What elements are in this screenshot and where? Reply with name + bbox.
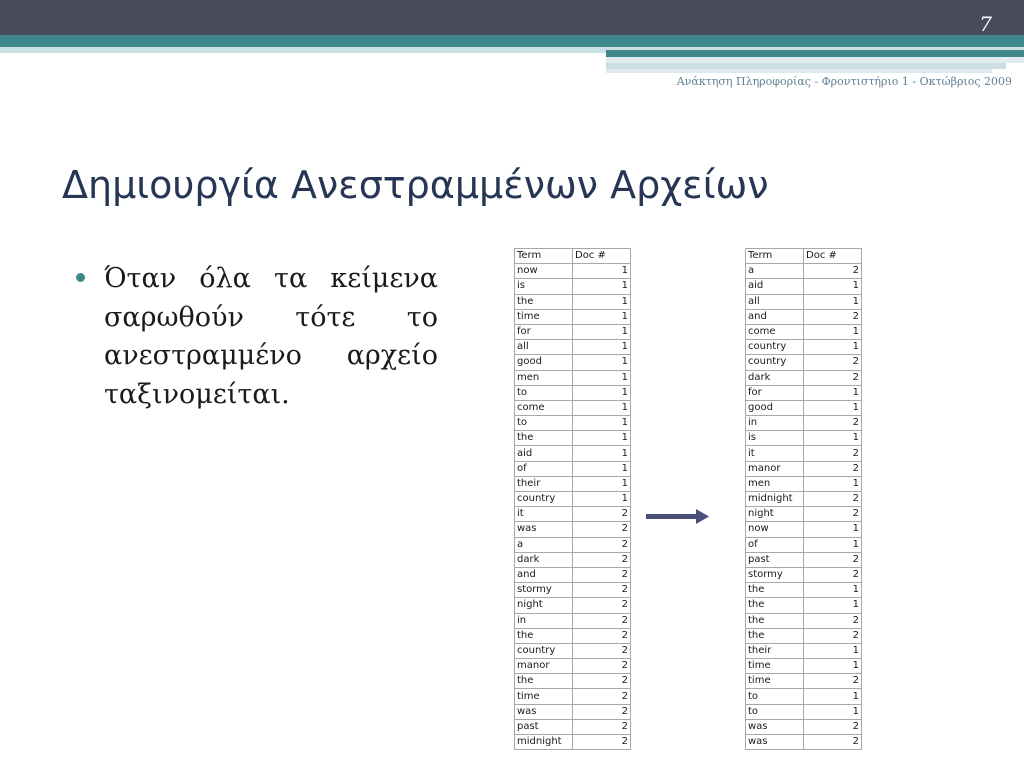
doc-number-cell: 2 bbox=[804, 309, 862, 324]
table-row bbox=[515, 552, 631, 567]
term-cell: the bbox=[746, 598, 804, 613]
table-row bbox=[746, 537, 862, 552]
term-cell: all bbox=[515, 340, 573, 355]
doc-number-cell: 1 bbox=[804, 643, 862, 658]
doc-number-cell: 1 bbox=[804, 431, 862, 446]
doc-number-cell: 1 bbox=[804, 583, 862, 598]
term-cell: and bbox=[746, 309, 804, 324]
table-row bbox=[746, 279, 862, 294]
doc-number-cell: 1 bbox=[804, 659, 862, 674]
doc-number-cell: 2 bbox=[573, 583, 631, 598]
doc-number-cell: 1 bbox=[573, 400, 631, 415]
term-cell: in bbox=[515, 613, 573, 628]
table-row bbox=[746, 674, 862, 689]
header-band-dark bbox=[0, 0, 1024, 35]
table-row bbox=[515, 598, 631, 613]
term-cell: and bbox=[515, 567, 573, 582]
term-cell: stormy bbox=[746, 567, 804, 582]
table-row bbox=[515, 719, 631, 734]
term-cell: of bbox=[746, 537, 804, 552]
term-cell: the bbox=[746, 583, 804, 598]
doc-number-cell: 2 bbox=[573, 735, 631, 750]
doc-number-cell: 2 bbox=[804, 628, 862, 643]
doc-number-cell: 2 bbox=[573, 507, 631, 522]
bullet-dot-icon bbox=[76, 273, 85, 282]
doc-number-cell: 2 bbox=[804, 567, 862, 582]
table-row bbox=[746, 567, 862, 582]
doc-number-cell: 2 bbox=[573, 643, 631, 658]
doc-number-cell: 1 bbox=[573, 294, 631, 309]
term-cell: now bbox=[746, 522, 804, 537]
term-cell: is bbox=[746, 431, 804, 446]
doc-number-cell: 2 bbox=[573, 628, 631, 643]
term-cell: come bbox=[515, 400, 573, 415]
doc-number-cell: 2 bbox=[804, 416, 862, 431]
doc-number-cell: 2 bbox=[804, 355, 862, 370]
doc-number-cell: 1 bbox=[573, 416, 631, 431]
doc-number-cell: 1 bbox=[804, 400, 862, 415]
table-row bbox=[515, 416, 631, 431]
term-cell: the bbox=[746, 628, 804, 643]
term-cell: for bbox=[515, 324, 573, 339]
table-row bbox=[515, 522, 631, 537]
term-cell: good bbox=[515, 355, 573, 370]
term-column-header: Term bbox=[515, 249, 573, 264]
table-row bbox=[515, 294, 631, 309]
term-cell: country bbox=[515, 643, 573, 658]
term-cell: country bbox=[515, 492, 573, 507]
term-cell: manor bbox=[515, 659, 573, 674]
table-row bbox=[746, 507, 862, 522]
term-cell: the bbox=[515, 431, 573, 446]
doc-number-cell: 1 bbox=[573, 385, 631, 400]
table-row bbox=[515, 704, 631, 719]
term-cell: aid bbox=[746, 279, 804, 294]
term-cell: country bbox=[746, 355, 804, 370]
doc-number-cell: 1 bbox=[804, 476, 862, 491]
doc-number-cell: 1 bbox=[804, 598, 862, 613]
table-row bbox=[746, 309, 862, 324]
table-row bbox=[746, 704, 862, 719]
term-cell: was bbox=[515, 522, 573, 537]
doc-number-cell: 2 bbox=[804, 507, 862, 522]
term-cell: all bbox=[746, 294, 804, 309]
doc-number-cell: 1 bbox=[573, 476, 631, 491]
table-row bbox=[515, 537, 631, 552]
table-row bbox=[746, 689, 862, 704]
term-cell: time bbox=[746, 659, 804, 674]
term-cell: a bbox=[515, 537, 573, 552]
term-cell: of bbox=[515, 461, 573, 476]
table-row bbox=[746, 264, 862, 279]
term-cell: a bbox=[746, 264, 804, 279]
doc-number-cell: 2 bbox=[804, 492, 862, 507]
term-cell: their bbox=[515, 476, 573, 491]
table-row bbox=[515, 385, 631, 400]
doc-number-cell: 1 bbox=[804, 385, 862, 400]
term-cell: their bbox=[746, 643, 804, 658]
table-row bbox=[515, 476, 631, 491]
term-cell: the bbox=[515, 294, 573, 309]
table-row bbox=[515, 400, 631, 415]
table-row bbox=[746, 735, 862, 750]
term-cell: country bbox=[746, 340, 804, 355]
term-cell: was bbox=[515, 704, 573, 719]
doc-number-cell: 2 bbox=[804, 719, 862, 734]
bullet-item bbox=[76, 260, 438, 414]
doc-number-cell: 2 bbox=[804, 264, 862, 279]
table-row bbox=[515, 583, 631, 598]
footer-caption: Ανάκτηση Πληροφορίας - Φροντιστήριο 1 - Οκτώβριος 2009 bbox=[676, 75, 1012, 88]
term-cell: aid bbox=[515, 446, 573, 461]
doc-number-cell: 1 bbox=[804, 537, 862, 552]
table-row bbox=[515, 461, 631, 476]
doc-number-cell: 1 bbox=[804, 522, 862, 537]
doc-column-header: Doc # bbox=[573, 249, 631, 264]
term-cell: was bbox=[746, 719, 804, 734]
header-accent-teal bbox=[606, 50, 1024, 57]
table-row bbox=[746, 416, 862, 431]
table-row bbox=[515, 340, 631, 355]
table-row bbox=[746, 446, 862, 461]
table-row bbox=[515, 264, 631, 279]
table-row bbox=[746, 552, 862, 567]
table-header-row bbox=[746, 249, 862, 264]
table-row bbox=[746, 355, 862, 370]
term-cell: stormy bbox=[515, 583, 573, 598]
term-cell: is bbox=[515, 279, 573, 294]
doc-number-cell: 2 bbox=[573, 674, 631, 689]
doc-number-cell: 2 bbox=[804, 552, 862, 567]
table-row bbox=[515, 431, 631, 446]
table-row bbox=[746, 324, 862, 339]
table-row bbox=[515, 324, 631, 339]
table-row bbox=[746, 400, 862, 415]
bullet-text: Όταν όλα τα κείμενα σαρωθούν τότε το ανεστραμμένο αρχείο ταξινομείται. bbox=[104, 263, 438, 410]
doc-number-cell: 2 bbox=[573, 522, 631, 537]
table-row bbox=[746, 598, 862, 613]
table-row bbox=[746, 492, 862, 507]
doc-column-header: Doc # bbox=[804, 249, 862, 264]
term-cell: to bbox=[746, 704, 804, 719]
doc-number-cell: 2 bbox=[804, 461, 862, 476]
doc-number-cell: 2 bbox=[573, 689, 631, 704]
unsorted-term-table bbox=[514, 248, 631, 750]
doc-number-cell: 2 bbox=[573, 537, 631, 552]
table-row bbox=[746, 461, 862, 476]
doc-number-cell: 1 bbox=[804, 704, 862, 719]
table-row bbox=[746, 294, 862, 309]
term-cell: for bbox=[746, 385, 804, 400]
doc-number-cell: 2 bbox=[804, 735, 862, 750]
term-cell: to bbox=[515, 416, 573, 431]
table-row bbox=[515, 446, 631, 461]
doc-number-cell: 2 bbox=[573, 719, 631, 734]
doc-number-cell: 1 bbox=[573, 279, 631, 294]
term-cell: dark bbox=[515, 552, 573, 567]
term-cell: night bbox=[746, 507, 804, 522]
term-cell: past bbox=[746, 552, 804, 567]
term-cell: to bbox=[515, 385, 573, 400]
term-cell: was bbox=[746, 735, 804, 750]
table-row bbox=[515, 279, 631, 294]
term-cell: dark bbox=[746, 370, 804, 385]
table-row bbox=[515, 659, 631, 674]
doc-number-cell: 1 bbox=[804, 340, 862, 355]
header-accent-light-3 bbox=[606, 69, 992, 73]
table-row bbox=[515, 309, 631, 324]
term-cell: time bbox=[515, 689, 573, 704]
doc-number-cell: 2 bbox=[804, 446, 862, 461]
sorted-term-table bbox=[745, 248, 862, 750]
table-row bbox=[515, 643, 631, 658]
doc-number-cell: 2 bbox=[573, 704, 631, 719]
doc-number-cell: 1 bbox=[573, 492, 631, 507]
table-row bbox=[746, 370, 862, 385]
table-header-row bbox=[515, 249, 631, 264]
table-row bbox=[746, 643, 862, 658]
doc-number-cell: 1 bbox=[804, 294, 862, 309]
doc-number-cell: 1 bbox=[573, 446, 631, 461]
table-row bbox=[515, 567, 631, 582]
term-cell: midnight bbox=[746, 492, 804, 507]
doc-number-cell: 2 bbox=[573, 598, 631, 613]
term-column-header: Term bbox=[746, 249, 804, 264]
doc-number-cell: 1 bbox=[573, 264, 631, 279]
doc-number-cell: 1 bbox=[573, 324, 631, 339]
doc-number-cell: 2 bbox=[804, 674, 862, 689]
doc-number-cell: 1 bbox=[573, 309, 631, 324]
table-row bbox=[746, 476, 862, 491]
term-cell: in bbox=[746, 416, 804, 431]
table-row bbox=[515, 628, 631, 643]
table-row bbox=[746, 522, 862, 537]
term-cell: good bbox=[746, 400, 804, 415]
table-row bbox=[515, 507, 631, 522]
doc-number-cell: 2 bbox=[573, 552, 631, 567]
doc-number-cell: 2 bbox=[573, 567, 631, 582]
table-row bbox=[515, 492, 631, 507]
term-cell: to bbox=[746, 689, 804, 704]
doc-number-cell: 1 bbox=[804, 279, 862, 294]
term-cell: past bbox=[515, 719, 573, 734]
doc-number-cell: 1 bbox=[573, 355, 631, 370]
term-cell: the bbox=[746, 613, 804, 628]
term-cell: manor bbox=[746, 461, 804, 476]
table-row bbox=[746, 385, 862, 400]
doc-number-cell: 1 bbox=[804, 689, 862, 704]
doc-number-cell: 1 bbox=[573, 461, 631, 476]
table-row bbox=[515, 613, 631, 628]
table-row bbox=[746, 628, 862, 643]
term-cell: time bbox=[515, 309, 573, 324]
doc-number-cell: 1 bbox=[573, 431, 631, 446]
header-band-teal bbox=[0, 35, 1024, 47]
term-cell: it bbox=[746, 446, 804, 461]
table-row bbox=[746, 719, 862, 734]
doc-number-cell: 1 bbox=[573, 370, 631, 385]
page-title: Δημιουργία Ανεστραμμένων Αρχείων bbox=[62, 163, 769, 207]
doc-number-cell: 2 bbox=[804, 613, 862, 628]
term-cell: night bbox=[515, 598, 573, 613]
doc-number-cell: 1 bbox=[804, 324, 862, 339]
table-row bbox=[746, 340, 862, 355]
slide-number: 7 bbox=[979, 12, 992, 36]
term-cell: men bbox=[515, 370, 573, 385]
doc-number-cell: 1 bbox=[573, 340, 631, 355]
term-cell: the bbox=[515, 674, 573, 689]
doc-number-cell: 2 bbox=[573, 659, 631, 674]
term-cell: midnight bbox=[515, 735, 573, 750]
term-cell: it bbox=[515, 507, 573, 522]
table-row bbox=[515, 735, 631, 750]
table-row bbox=[515, 370, 631, 385]
term-cell: now bbox=[515, 264, 573, 279]
table-row bbox=[746, 583, 862, 598]
table-row bbox=[746, 659, 862, 674]
table-row bbox=[515, 355, 631, 370]
term-cell: come bbox=[746, 324, 804, 339]
term-cell: time bbox=[746, 674, 804, 689]
doc-number-cell: 2 bbox=[804, 370, 862, 385]
doc-number-cell: 2 bbox=[573, 613, 631, 628]
right-arrow-icon bbox=[646, 509, 710, 525]
table-row bbox=[515, 674, 631, 689]
table-row bbox=[515, 689, 631, 704]
term-cell: men bbox=[746, 476, 804, 491]
table-row bbox=[746, 613, 862, 628]
table-row bbox=[746, 431, 862, 446]
term-cell: the bbox=[515, 628, 573, 643]
